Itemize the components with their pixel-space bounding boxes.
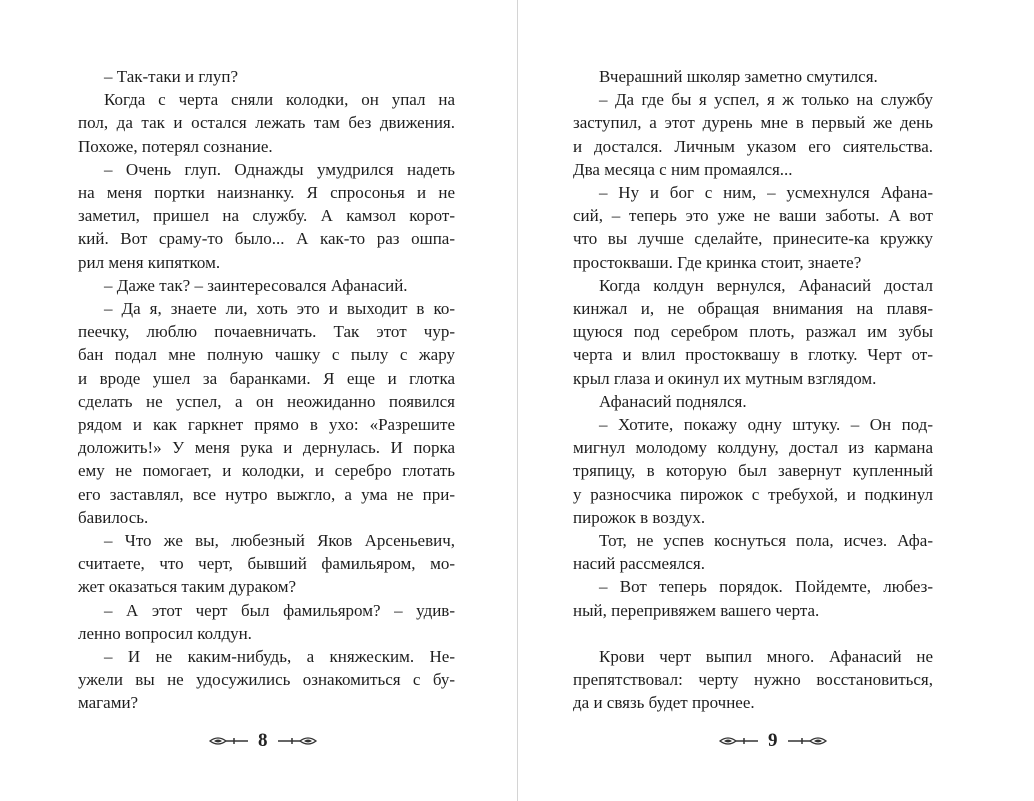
text-line: Крови черт выпил много. Афанасий не bbox=[599, 647, 933, 667]
text-line: да и связь будет прочнее. bbox=[573, 693, 755, 713]
paragraph bbox=[78, 274, 455, 297]
text-line: ужели вы не удосужились ознакомиться с бу- bbox=[78, 670, 455, 690]
ornament-right-icon bbox=[786, 735, 828, 747]
paragraph bbox=[573, 575, 933, 621]
page-number: 9 bbox=[768, 730, 778, 751]
text-line: – Хотите, покажу одну штуку. – Он под- bbox=[599, 415, 933, 435]
text-line: Когда колдун вернулся, Афанасий достал bbox=[599, 275, 933, 295]
text-line: черта и влил простоквашу в глотку. Черт от- bbox=[573, 345, 933, 365]
text-line: рил меня кипятком. bbox=[78, 252, 221, 272]
text-line: – Да я, знаете ли, хоть это и выходит в ко- bbox=[104, 299, 455, 319]
text-line: пеечку, люблю почаевничать. Так этот чур- bbox=[78, 322, 455, 342]
text-line: магами? bbox=[78, 693, 139, 713]
text-line: заметил, пришел на службу. А камзол корот- bbox=[78, 206, 455, 226]
right-page-text bbox=[573, 65, 933, 715]
text-line: пол, да так и остался лежать там без движения. bbox=[78, 113, 455, 133]
text-line: Два месяца с ним промаялся... bbox=[573, 159, 793, 179]
text-line: – И не каким-нибудь, а княжеским. Не- bbox=[104, 647, 455, 667]
paragraph bbox=[573, 413, 933, 529]
text-line: у разносчика пирожок с требухой, и подкинул bbox=[573, 484, 933, 504]
ornament-left-icon bbox=[208, 735, 250, 747]
text-line: и вроде ушел за баранками. Я еще и глотка bbox=[78, 368, 455, 388]
text-line: его заставлял, все нутро выжгло, а ума не при- bbox=[78, 484, 455, 504]
paragraph bbox=[78, 297, 455, 529]
text-line: мигнул молодому колдуну, достал из кармана bbox=[573, 438, 933, 458]
paragraph bbox=[573, 65, 933, 88]
text-line: – Что же вы, любезный Яков Арсеньевич, bbox=[104, 531, 455, 551]
text-line: – Вот теперь порядок. Пойдемте, любез- bbox=[599, 577, 933, 597]
text-line: кинжал и, не обращая внимания на плавя- bbox=[573, 299, 933, 319]
paragraph bbox=[78, 88, 455, 158]
text-line: ленно вопросил колдун. bbox=[78, 623, 252, 643]
text-line: доложить!» У меня рука и дернулась. И порка bbox=[78, 438, 455, 458]
text-line: Тот, не успев коснуться пола, исчез. Афа- bbox=[599, 531, 933, 551]
right-page bbox=[518, 0, 1034, 801]
paragraph bbox=[573, 529, 933, 575]
text-line: что вы лучше сделайте, принесите-ка кружку bbox=[573, 229, 933, 249]
text-line: жет оказаться таким дураком? bbox=[78, 577, 297, 597]
ornament-left-icon bbox=[718, 735, 760, 747]
paragraph bbox=[78, 599, 455, 645]
text-line: Когда с черта сняли колодки, он упал на bbox=[104, 90, 455, 110]
text-line: и достался. Личным указом его сиятельства. bbox=[573, 136, 933, 156]
text-line: на меня портки наизнанку. Я спросонья и не bbox=[78, 183, 455, 203]
text-line: щуюся под серебром плоть, разжал им зубы bbox=[573, 322, 933, 342]
left-page-text bbox=[78, 65, 455, 715]
paragraph bbox=[78, 65, 455, 88]
text-line: – Так-таки и глуп? bbox=[104, 67, 239, 86]
text-line: сий, – теперь это уже не ваши заботы. А вот bbox=[573, 206, 933, 226]
text-line: – Очень глуп. Однажды умудрился надеть bbox=[104, 159, 455, 179]
text-line: пирожок в воздух. bbox=[573, 507, 706, 527]
paragraph bbox=[78, 158, 455, 274]
text-line: считаете, что черт, бывший фамильяром, мо- bbox=[78, 554, 455, 574]
page-number-footer bbox=[208, 730, 318, 752]
section-break bbox=[573, 622, 933, 645]
text-line: – А этот черт был фамильяром? – удив- bbox=[104, 600, 455, 620]
text-line: – Да где бы я успел, я ж только на службу bbox=[599, 90, 933, 110]
text-line: бавилось. bbox=[78, 507, 149, 527]
text-line: препятствовал: черту нужно восстановиться, bbox=[573, 670, 933, 690]
text-line: крыл глаза и окинул их мутным взглядом. bbox=[573, 368, 877, 388]
page-number: 8 bbox=[258, 730, 268, 751]
text-line: – Ну и бог с ним, – усмехнулся Афана- bbox=[599, 183, 933, 203]
text-line: ему не помогает, и колодки, и серебро глотать bbox=[78, 461, 455, 481]
text-line: ный, перепривяжем вашего черта. bbox=[573, 600, 820, 620]
text-line: Афанасий поднялся. bbox=[599, 391, 747, 411]
text-line: тряпицу, в которую был завернут купленный bbox=[573, 461, 933, 481]
text-line: простокваши. Где кринка стоит, знаете? bbox=[573, 252, 862, 272]
paragraph bbox=[573, 88, 933, 181]
text-line: Похоже, потерял сознание. bbox=[78, 136, 273, 156]
paragraph bbox=[573, 274, 933, 390]
text-line: кий. Вот сраму-то было... А как-то раз ошпа- bbox=[78, 229, 455, 249]
paragraph bbox=[78, 529, 455, 599]
ornament-right-icon bbox=[276, 735, 318, 747]
text-line: бан подал мне полную чашку с пылу с жару bbox=[78, 345, 455, 365]
text-line: рядом и как гаркнет прямо в ухо: «Разрешите bbox=[78, 415, 455, 435]
page-number-footer bbox=[718, 730, 828, 752]
text-line: Вчерашний школяр заметно смутился. bbox=[599, 67, 878, 86]
text-line: заступил, а этот дурень мне в первый же день bbox=[573, 113, 933, 133]
paragraph bbox=[78, 645, 455, 715]
text-line: сделать не успел, а он неожиданно появился bbox=[78, 391, 455, 411]
paragraph bbox=[573, 181, 933, 274]
paragraph bbox=[573, 390, 933, 413]
paragraph bbox=[573, 645, 933, 715]
text-line: насий рассмеялся. bbox=[573, 554, 705, 574]
text-line: – Даже так? – заинтересовался Афанасий. bbox=[104, 275, 408, 295]
